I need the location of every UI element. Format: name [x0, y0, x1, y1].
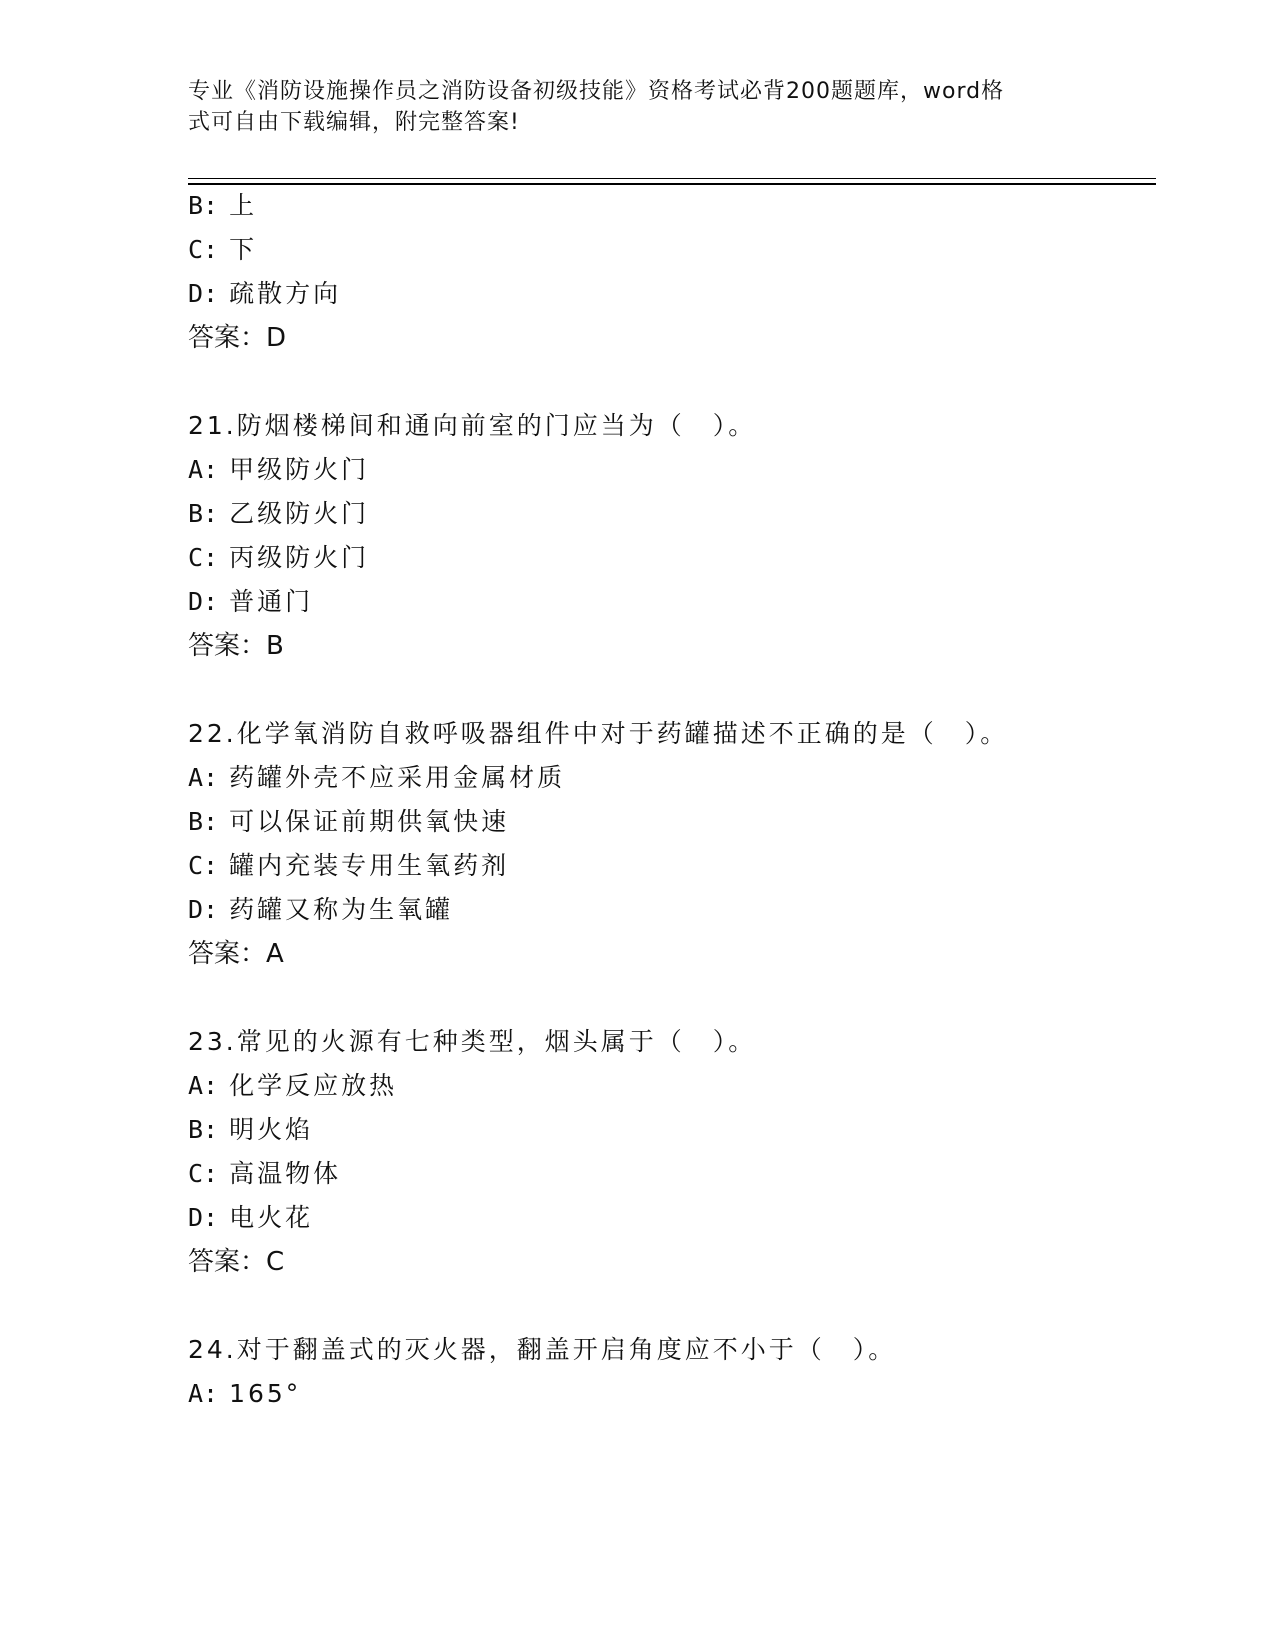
- option-key: C:: [188, 1159, 219, 1188]
- option-text: 化学反应放热: [229, 1071, 398, 1100]
- option-text: 药罐又称为生氧罐: [229, 895, 454, 924]
- option-text: 甲级防火门: [229, 455, 370, 484]
- option-text: 丙级防火门: [229, 543, 370, 572]
- answer-line: 答案：B: [188, 631, 284, 661]
- option-text: 药罐外壳不应采用金属材质: [229, 763, 566, 792]
- option-text: 普通门: [229, 587, 314, 616]
- option-key: D:: [188, 587, 219, 616]
- header-divider-thin: [188, 178, 1156, 179]
- option-line: [188, 279, 341, 309]
- option-text: 高温物体: [229, 1159, 342, 1188]
- header-title-line-1: 专业《消防设施操作员之消防设备初级技能》资格考试必背200题题库，word格: [188, 79, 1005, 104]
- option-key: C:: [188, 543, 219, 572]
- option-key: A:: [188, 763, 219, 792]
- document-header: [188, 76, 1068, 138]
- option-line: [188, 191, 257, 221]
- question-stem: 22.化学氧消防自救呼吸器组件中对于药罐描述不正确的是（ ）。: [188, 719, 1009, 748]
- option-line: [188, 499, 369, 529]
- option-text: 下: [229, 235, 258, 264]
- option-key: B:: [188, 499, 219, 528]
- answer-line: 答案：C: [188, 1247, 285, 1277]
- option-text: 165°: [229, 1379, 302, 1408]
- question-stem: 23.常见的火源有七种类型，烟头属于（ ）。: [188, 1027, 757, 1056]
- option-text: 上: [229, 191, 258, 220]
- question-stem: 24.对于翻盖式的灭火器，翻盖开启角度应不小于（ ）。: [188, 1335, 897, 1364]
- answer-line: 答案：A: [188, 939, 284, 969]
- answer-line: 答案：D: [188, 323, 287, 353]
- option-line: [188, 543, 369, 573]
- option-line: [188, 1071, 397, 1101]
- option-key: B:: [188, 191, 219, 220]
- option-key: B:: [188, 807, 219, 836]
- option-line: [188, 851, 509, 881]
- option-line: [188, 455, 369, 485]
- option-line: [188, 1159, 341, 1189]
- option-text: 可以保证前期供氧快速: [229, 807, 510, 836]
- option-line: [188, 1115, 313, 1145]
- option-line: [188, 895, 453, 925]
- question-stem: 21.防烟楼梯间和通向前室的门应当为（ ）。: [188, 411, 757, 440]
- option-line: [188, 763, 565, 793]
- option-key: D:: [188, 279, 219, 308]
- option-line: [188, 235, 257, 265]
- option-text: 罐内充装专用生氧药剂: [229, 851, 510, 880]
- option-key: D:: [188, 1203, 219, 1232]
- option-key: D:: [188, 895, 219, 924]
- option-line: [188, 1379, 301, 1409]
- header-title-line-2: 式可自由下载编辑，附完整答案!: [188, 110, 520, 135]
- option-key: A:: [188, 1379, 219, 1408]
- header-divider-thick: [188, 183, 1156, 185]
- option-key: B:: [188, 1115, 219, 1144]
- option-text: 疏散方向: [229, 279, 342, 308]
- option-text: 电火花: [229, 1203, 314, 1232]
- option-line: [188, 807, 509, 837]
- option-line: [188, 1203, 313, 1233]
- option-text: 明火焰: [229, 1115, 314, 1144]
- option-key: A:: [188, 455, 219, 484]
- option-line: [188, 587, 313, 617]
- option-key: C:: [188, 235, 219, 264]
- option-key: A:: [188, 1071, 219, 1100]
- option-key: C:: [188, 851, 219, 880]
- option-text: 乙级防火门: [229, 499, 370, 528]
